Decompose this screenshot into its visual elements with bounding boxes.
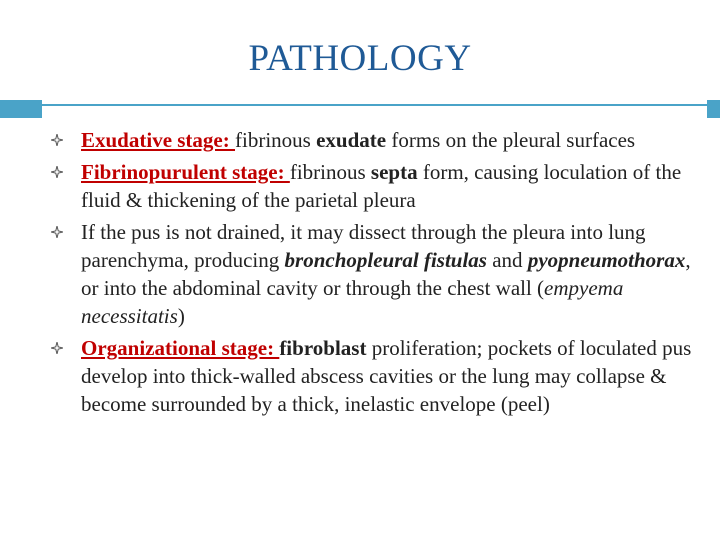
slide-title: PATHOLOGY: [248, 38, 472, 79]
diamond-bullet-icon: [51, 166, 63, 178]
bold-exudate: exudate: [316, 128, 387, 152]
bullet-text: proliferation; pockets of loculated pus develop into thick-walled abscess cavities or the lung may collapse & become surrounded by a thick, inelastic envelope (peel): [81, 336, 692, 416]
bullet-organizational-stage: [46, 334, 696, 418]
bullet-text: , or into the abdominal cavity or through the chest wall (: [81, 248, 691, 300]
header-divider-line: [42, 104, 707, 106]
diamond-bullet-icon: [51, 226, 63, 238]
header-accent-bar-right: [707, 100, 720, 118]
diamond-bullet-icon: [51, 134, 63, 146]
bullet-list: [46, 126, 696, 418]
bullet-text: ): [177, 304, 185, 328]
bold-fibroblast: fibroblast: [279, 336, 367, 360]
term-exudative-stage: Exudative stage:: [81, 128, 235, 152]
bold-septa: septa: [370, 160, 418, 184]
bullet-pus-drainage: [46, 218, 696, 330]
bullet-text: forms on the pleural surfaces: [386, 128, 636, 152]
term-fibrinopurulent-stage: Fibrinopurulent stage:: [81, 160, 290, 184]
term-organizational-stage: Organizational stage:: [81, 336, 280, 360]
bullet-text: If the pus is not drained, it may dissect through the pleura into lung parenchyma, producing: [81, 220, 646, 272]
bullet-exudative-stage: [46, 126, 696, 154]
bullet-text: form, causing loculation of the fluid & thickening of the parietal pleura: [81, 160, 682, 212]
bullet-fibrinopurulent-stage: [46, 158, 696, 214]
bold-italic-pyopneumothorax: pyopneumothorax: [527, 248, 686, 272]
italic-empyema-necessitatis: empyema necessitatis: [81, 276, 624, 328]
header-accent-bar-left: [0, 100, 42, 118]
bullet-text: and: [486, 248, 528, 272]
bold-italic-bronchopleural-fistulas: bronchopleural fistulas: [284, 248, 487, 272]
bullet-text: fibrinous: [235, 128, 317, 152]
bullet-text: fibrinous: [289, 160, 371, 184]
diamond-bullet-icon: [51, 342, 63, 354]
